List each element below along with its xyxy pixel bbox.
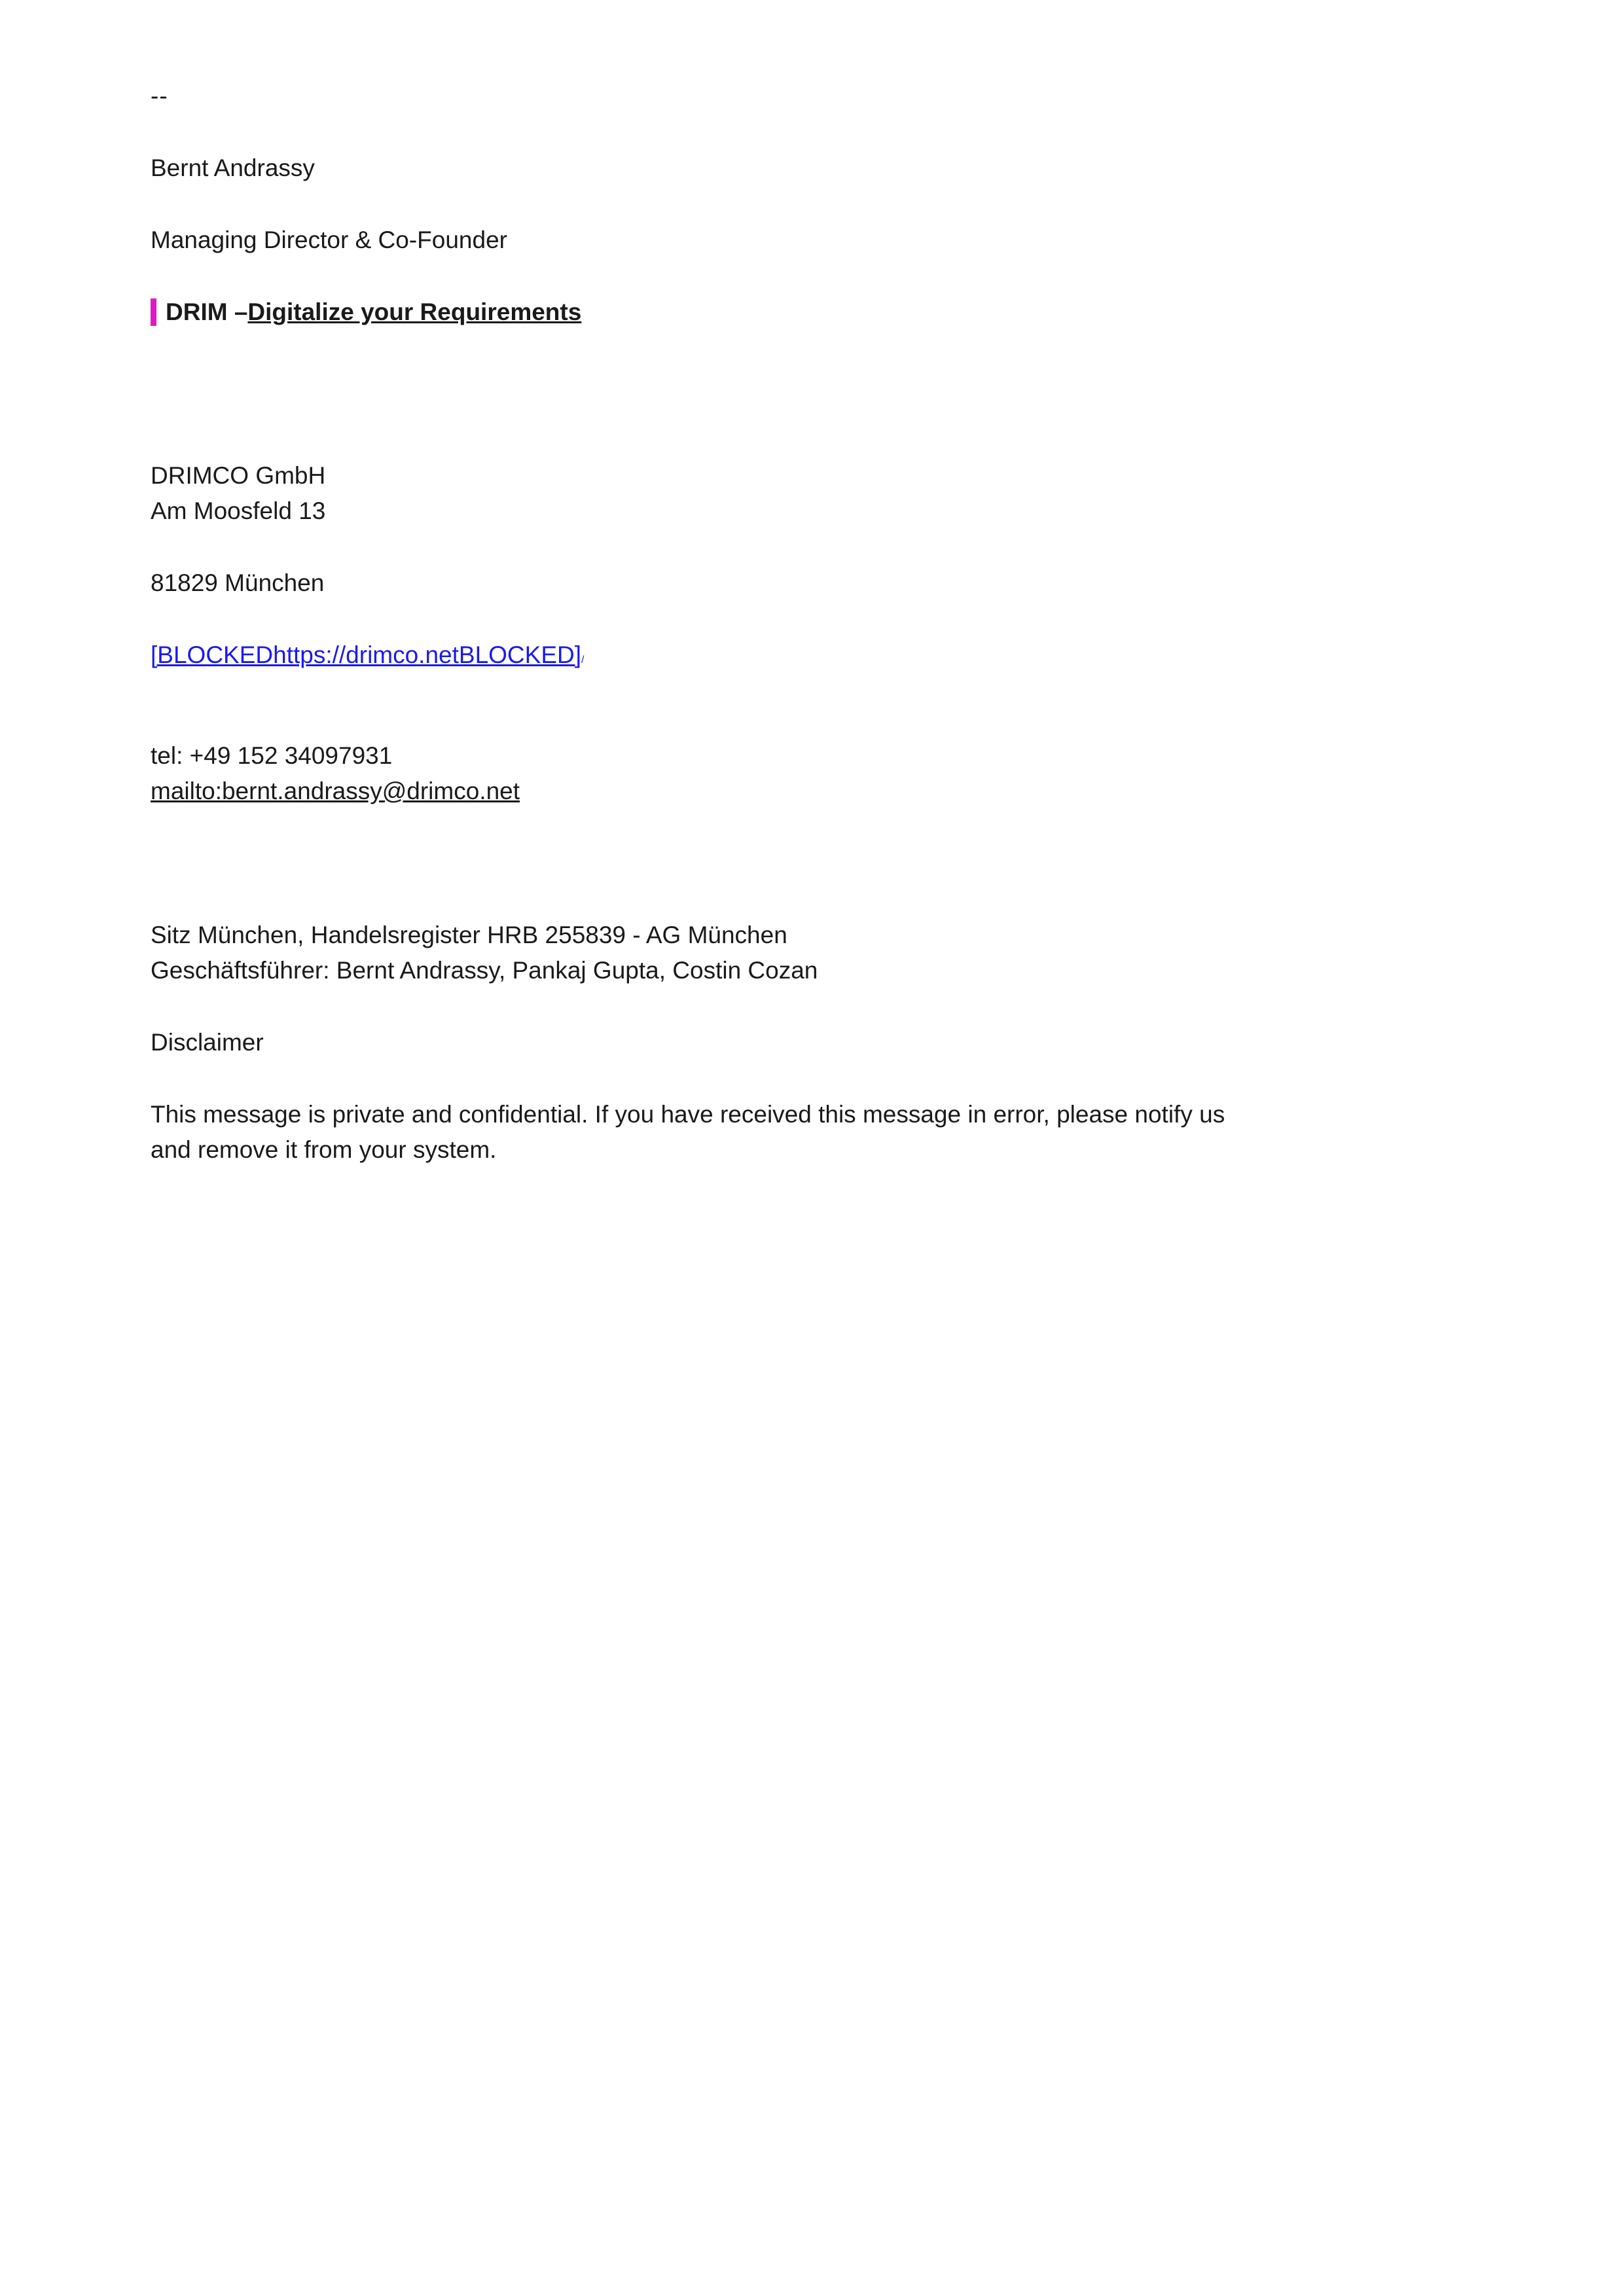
brand-accent-bar (151, 298, 156, 326)
company-city: 81829 München (151, 569, 325, 596)
brand-name: DRIM – (166, 298, 248, 325)
telephone: tel: +49 152 34097931 (151, 742, 393, 769)
spacer (151, 809, 1473, 918)
registry-info: Sitz München, Handelsregister HRB 255839 - AG München (151, 922, 787, 948)
brand-slogan: Digitalize your Requirements (247, 298, 582, 325)
website-row (151, 637, 1473, 673)
spacer (151, 601, 1473, 637)
spacer (151, 988, 1473, 1025)
contact-block (151, 738, 1473, 809)
website-link-tail: / (581, 655, 585, 666)
sender-role: Managing Director & Co-Founder (151, 226, 507, 253)
legal-block (151, 918, 1473, 988)
disclaimer-text: This message is private and confidential. If you have received this message in error, please notify us and remove it from your system. (151, 1101, 1225, 1163)
spacer (151, 330, 1473, 458)
disclaimer-heading: Disclaimer (151, 1029, 264, 1056)
brand-tagline-row (151, 295, 1473, 330)
company-address-block (151, 458, 1473, 529)
managing-directors: Geschäftsführer: Bernt Andrassy, Pankaj Gupta, Costin Cozan (151, 957, 818, 984)
spacer (151, 529, 1473, 565)
email-link[interactable]: mailto:bernt.andrassy@drimco.net (151, 778, 520, 804)
sender-name: Bernt Andrassy (151, 154, 315, 181)
signature-separator: -- (151, 82, 168, 109)
spacer (151, 1060, 1473, 1097)
company-name: DRIMCO GmbH (151, 462, 326, 489)
spacer (151, 186, 1473, 223)
company-street: Am Moosfeld 13 (151, 497, 326, 524)
website-link[interactable]: [BLOCKEDhttps://drimco.netBLOCKED] (151, 641, 582, 668)
spacer (151, 258, 1473, 295)
spacer (151, 673, 1473, 738)
spacer (151, 114, 1473, 151)
